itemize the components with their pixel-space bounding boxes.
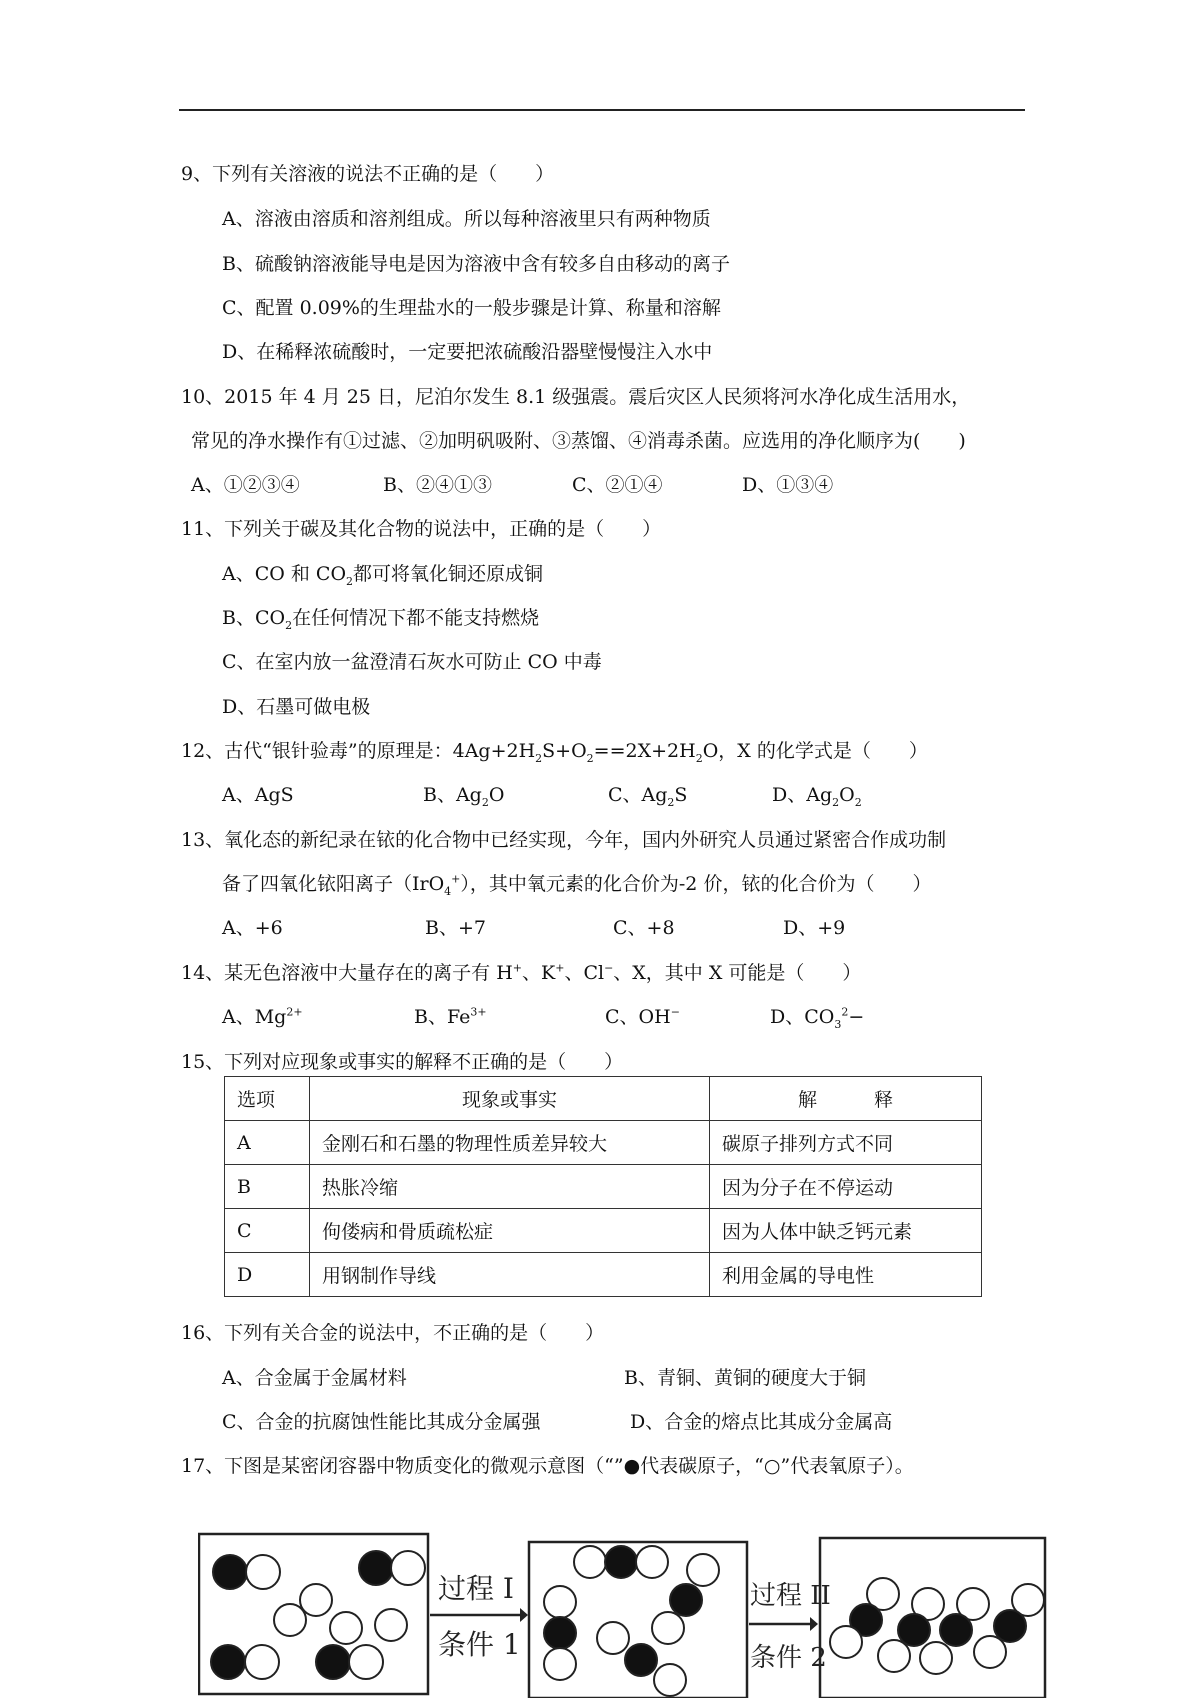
question-16-option-b: B、青铜、黄铜的硬度大于铜 xyxy=(624,1367,866,1389)
oxygen-atom-icon xyxy=(330,1612,362,1644)
table-header-cell: 解 释 xyxy=(710,1077,982,1121)
question-10-option-b: B、②④①③ xyxy=(383,474,492,496)
table-cell: C xyxy=(225,1209,310,1253)
arrow-right-icon xyxy=(520,1608,528,1622)
question-12-option-c: C、$Ag_2S$ xyxy=(608,784,688,809)
carbon-atom-icon xyxy=(670,1584,702,1616)
question-16-option-a: A、合金属于金属材料 xyxy=(222,1367,407,1389)
question-9-option-d: D、在稀释浓硫酸时，一定要把浓硫酸沿器壁慢慢注入水中 xyxy=(222,341,713,363)
carbon-atom-icon xyxy=(625,1644,657,1676)
question-13-stem-line2: 备了四氧化铱阳离子（IrO$_4$+），其中氧元素的化合价为-2 价，铱的化合价为（ ） xyxy=(222,872,932,898)
oxygen-atom-icon xyxy=(349,1645,383,1679)
header-rule xyxy=(179,109,1025,111)
explanation-table xyxy=(224,1076,982,1297)
table-row xyxy=(225,1253,982,1297)
oxygen-atom-icon xyxy=(375,1609,407,1641)
oxygen-atom-icon xyxy=(245,1645,279,1679)
question-10-stem-line1: 10、2015 年 4 月 25 日，尼泊尔发生 8.1 级强震。震后灾区人民须将河水净化成生活用水， xyxy=(181,386,971,408)
table-cell: 佝偻病和骨质疏松症 xyxy=(310,1209,710,1253)
oxygen-atom-icon xyxy=(274,1604,306,1636)
oxygen-atom-icon xyxy=(300,1584,332,1616)
question-16-stem: 16、下列有关合金的说法中，不正确的是（ ） xyxy=(181,1322,605,1344)
table-cell: 因为分子在不停运动 xyxy=(710,1165,982,1209)
process-1-label: 过程 I xyxy=(438,1572,514,1605)
table-cell: D xyxy=(225,1253,310,1297)
question-17-stem: 17、下图是某密闭容器中物质变化的微观示意图（“”●代表碳原子，“○”代表氧原子）。 xyxy=(181,1455,914,1477)
box-1-atoms xyxy=(211,1551,425,1679)
condition-2-label: 条件 2 xyxy=(750,1643,827,1673)
question-9-stem: 9、下列有关溶液的说法不正确的是（ ） xyxy=(181,163,555,185)
question-14-option-b: B、$Fe^{3+}$ xyxy=(414,1005,487,1028)
oxygen-atom-icon xyxy=(597,1622,629,1654)
molecule-diagram xyxy=(198,1520,1088,1698)
table-header-row xyxy=(225,1077,982,1121)
oxygen-atom-icon xyxy=(687,1554,719,1586)
question-14-option-a: A、$Mg^{2+}$ xyxy=(222,1005,303,1028)
question-10-option-c: C、②①④ xyxy=(572,474,663,496)
carbon-atom-icon xyxy=(316,1645,350,1679)
question-10-stem-line2: 常见的净水操作有①过滤、②加明矾吸附、③蒸馏、④消毒杀菌。应选用的净化顺序为( ) xyxy=(191,430,966,452)
question-13-option-d: D、+9 xyxy=(783,917,846,939)
question-12-stem: 12、古代“银针验毒”的原理是：$4Ag+2H_2S+O_2==2X+2H_2O$，X 的化学式是（ ） xyxy=(181,740,928,765)
oxygen-atom-icon xyxy=(830,1626,862,1658)
question-16-option-c: C、合金的抗腐蚀性能比其成分金属强 xyxy=(222,1411,541,1433)
table-header-cell: 选项 xyxy=(225,1077,310,1121)
question-9-option-b: B、硫酸钠溶液能导电是因为溶液中含有较多自由移动的离子 xyxy=(222,253,730,275)
carbon-atom-icon xyxy=(213,1555,247,1589)
question-11-option-b: B、$CO_2$在任何情况下都不能支持燃烧 xyxy=(222,607,540,632)
question-12-option-b: B、$Ag_2O$ xyxy=(423,784,505,809)
table-cell: 热胀冷缩 xyxy=(310,1165,710,1209)
question-12-option-a: A、AgS xyxy=(222,784,294,806)
question-13-option-b: B、+7 xyxy=(425,917,486,939)
question-13-option-c: C、+8 xyxy=(613,917,675,939)
box-3-atoms xyxy=(830,1578,1044,1674)
question-14-stem: 14、某无色溶液中大量存在的离子有 H+、K+、Cl−、X，其中 X 可能是（ ） xyxy=(181,961,862,984)
oxygen-atom-icon xyxy=(544,1586,576,1618)
oxygen-atom-icon xyxy=(974,1636,1006,1668)
question-15-stem: 15、下列对应现象或事实的解释不正确的是（ ） xyxy=(181,1051,624,1073)
table-cell: 碳原子排列方式不同 xyxy=(710,1121,982,1165)
oxygen-atom-icon xyxy=(920,1642,952,1674)
carbon-atom-icon xyxy=(898,1614,930,1646)
question-16-option-d: D、合金的熔点比其成分金属高 xyxy=(630,1411,893,1433)
table-row xyxy=(225,1209,982,1253)
question-13-stem-line1: 13、氧化态的新纪录在铱的化合物中已经实现，今年，国内外研究人员通过紧密合作成功制 xyxy=(181,829,947,851)
oxygen-atom-icon xyxy=(391,1551,425,1585)
question-11-option-a: A、CO 和 $CO_2$都可将氧化铜还原成铜 xyxy=(222,563,544,588)
table-header-cell: 现象或事实 xyxy=(310,1077,710,1121)
oxygen-atom-icon xyxy=(652,1612,684,1644)
table-row xyxy=(225,1121,982,1165)
table-cell: 用钢制作导线 xyxy=(310,1253,710,1297)
carbon-atom-icon xyxy=(544,1617,576,1649)
oxygen-atom-icon xyxy=(246,1555,280,1589)
oxygen-atom-icon xyxy=(654,1664,686,1696)
question-10-option-a: A、①②③④ xyxy=(191,474,300,496)
carbon-atom-icon xyxy=(994,1610,1026,1642)
oxygen-atom-icon xyxy=(544,1648,576,1680)
question-14-option-c: C、OH− xyxy=(605,1005,680,1028)
process-2-label: 过程 II xyxy=(750,1581,831,1611)
table-row xyxy=(225,1165,982,1209)
question-13-option-a: A、+6 xyxy=(222,917,283,939)
question-14-option-d: D、$CO_3^2-$ xyxy=(770,1005,865,1031)
question-11-stem: 11、下列关于碳及其化合物的说法中，正确的是（ ） xyxy=(181,518,662,540)
condition-1-label: 条件 1 xyxy=(438,1628,521,1661)
oxygen-atom-icon xyxy=(574,1546,606,1578)
table-cell: 金刚石和石墨的物理性质差异较大 xyxy=(310,1121,710,1165)
carbon-atom-icon xyxy=(940,1614,972,1646)
question-11-option-c: C、在室内放一盆澄清石灰水可防止 CO 中毒 xyxy=(222,651,602,673)
table-cell: A xyxy=(225,1121,310,1165)
table-cell: 利用金属的导电性 xyxy=(710,1253,982,1297)
carbon-atom-icon xyxy=(359,1551,393,1585)
question-12-option-d: D、$Ag_2O_2$ xyxy=(772,784,862,809)
question-9-option-a: A、溶液由溶质和溶剂组成。所以每种溶液里只有两种物质 xyxy=(222,208,711,230)
carbon-atom-icon xyxy=(605,1546,637,1578)
box-2-atoms xyxy=(544,1546,719,1696)
question-11-option-d: D、石墨可做电极 xyxy=(222,696,371,718)
carbon-atom-icon xyxy=(211,1645,245,1679)
arrow-right-icon xyxy=(810,1617,818,1631)
oxygen-atom-icon xyxy=(636,1546,668,1578)
question-10-option-d: D、①③④ xyxy=(742,474,834,496)
table-cell: B xyxy=(225,1165,310,1209)
oxygen-atom-icon xyxy=(878,1640,910,1672)
table-cell: 因为人体中缺乏钙元素 xyxy=(710,1209,982,1253)
question-9-option-c: C、配置 0.09%的生理盐水的一般步骤是计算、称量和溶解 xyxy=(222,297,721,319)
